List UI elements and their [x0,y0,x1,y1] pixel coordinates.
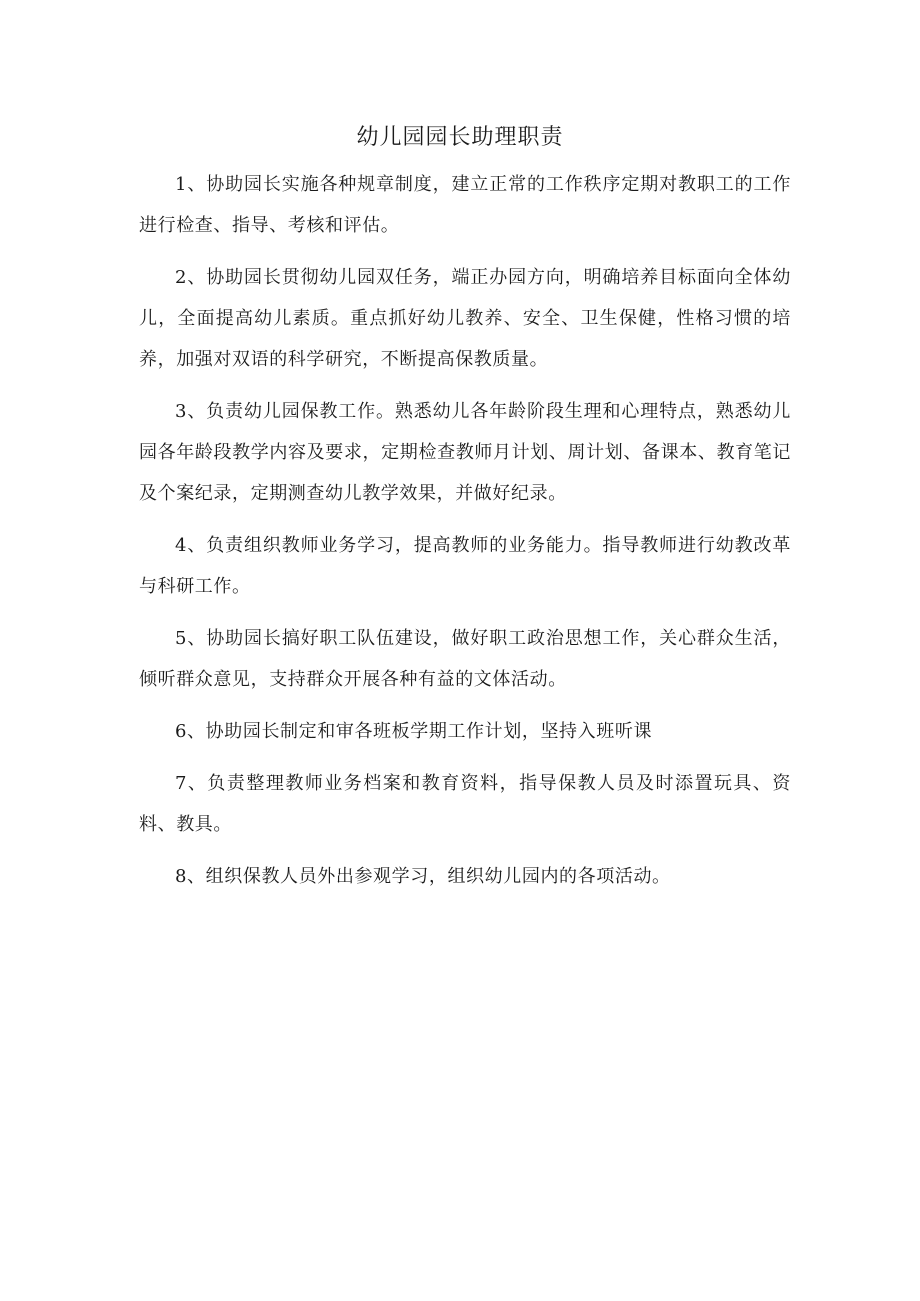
paragraph-3: 3、负责幼儿园保教工作。熟悉幼儿各年龄阶段生理和心理特点，熟悉幼儿园各年龄段教学内容及要求，定期检查教师月计划、周计划、备课本、教育笔记及个案纪录，定期测查幼儿教学效果，并做好纪录。 [139,401,791,504]
paragraph-2: 2、协助园长贯彻幼儿园双任务，端正办园方向，明确培养目标面向全体幼儿，全面提高幼儿素质。重点抓好幼儿教养、安全、卫生保健，性格习惯的培养，加强对双语的科学研究，不断提高保教质量。 [139,267,791,370]
paragraph-6: 6、协助园长制定和审各班板学期工作计划，坚持入班听课 [175,721,653,742]
paragraph-4: 4、负责组织教师业务学习，提高教师的业务能力。指导教师进行幼教改革与科研工作。 [139,535,791,597]
paragraph-1: 1、协助园长实施各种规章制度，建立正常的工作秩序定期对教职工的工作进行检查、指导、考核和评估。 [139,174,791,236]
paragraph-7: 7、负责整理教师业务档案和教育资料，指导保教人员及时添置玩具、资料、教具。 [139,773,791,835]
paragraph-8: 8、组织保教人员外出参观学习，组织幼儿园内的各项活动。 [175,866,671,887]
document-title: 幼儿园园长助理职责 [356,125,564,150]
paragraph-5: 5、协助园长搞好职工队伍建设，做好职工政治思想工作，关心群众生活，倾听群众意见，支持群众开展各种有益的文体活动。 [139,628,791,690]
document-body [139,164,791,908]
